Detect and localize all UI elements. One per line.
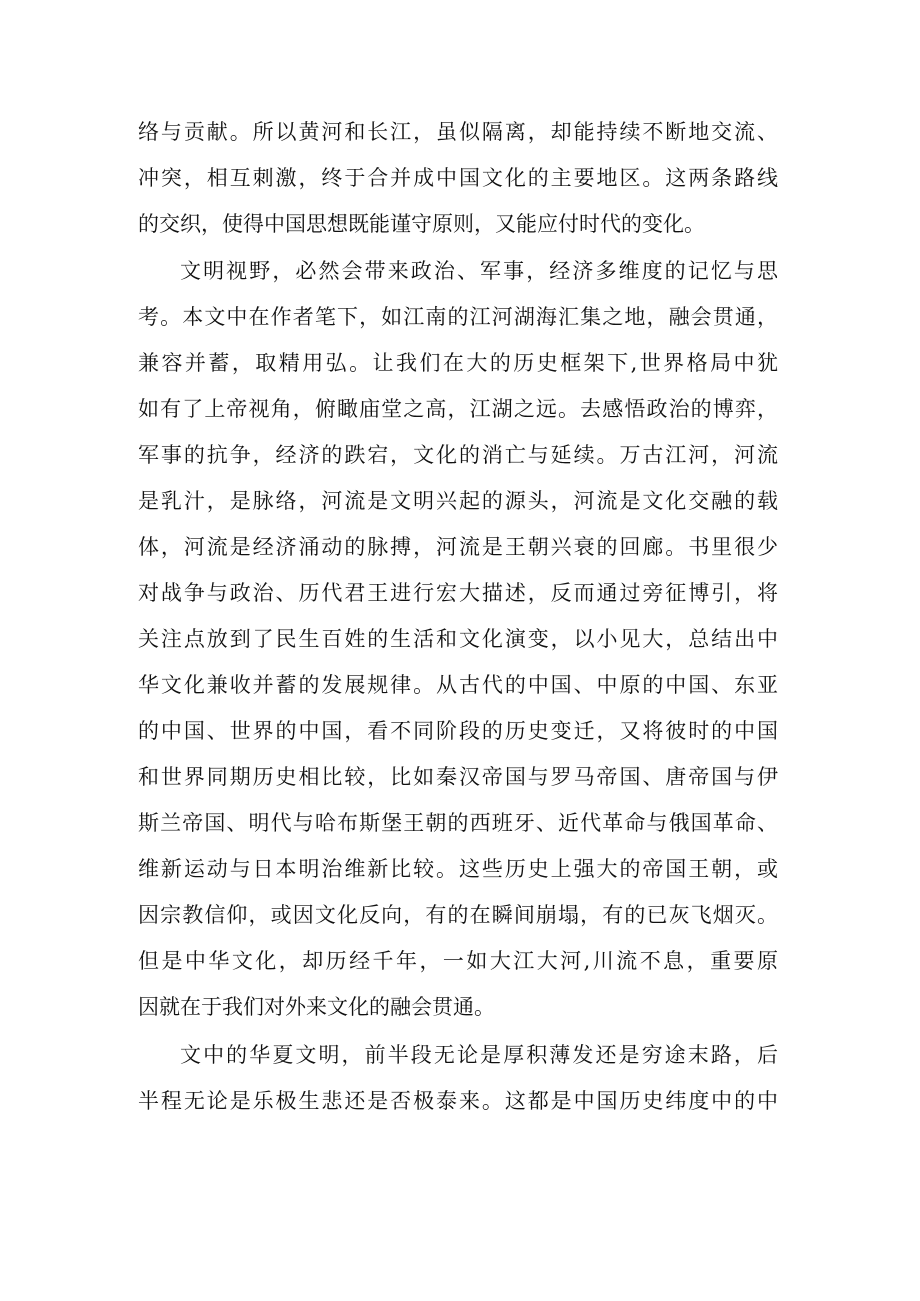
paragraph xyxy=(138,1032,778,1124)
text-line: 但是中华文化，却历经千年，一如大江大河,川流不息，重要原 xyxy=(138,949,778,973)
text-line: 络与贡献。所以黄河和长江，虽似隔离，却能持续不断地交流、 xyxy=(138,120,778,144)
text-line: 如有了上帝视角，俯瞰庙堂之高，江湖之远。去感悟政治的博弈， xyxy=(138,397,778,421)
text-line: 的中国、世界的中国，看不同阶段的历史变迁，又将彼时的中国 xyxy=(138,719,778,743)
text-line: 维新运动与日本明治维新比较。这些历史上强大的帝国王朝，或 xyxy=(138,857,778,881)
text-line: 和世界同期历史相比较，比如秦汉帝国与罗马帝国、唐帝国与伊 xyxy=(138,765,778,789)
text-line: 斯兰帝国、明代与哈布斯堡王朝的西班牙、近代革命与俄国革命、 xyxy=(138,811,778,835)
text-line: 体，河流是经济涌动的脉搏，河流是王朝兴衰的回廊。书里很少 xyxy=(138,535,778,559)
text-line: 对战争与政治、历代君王进行宏大描述，反而通过旁征博引，将 xyxy=(138,581,778,605)
text-line: 兼容并蓄，取精用弘。让我们在大的历史框架下,世界格局中犹 xyxy=(138,351,778,375)
paragraph xyxy=(138,109,778,247)
text-line: 半程无论是乐极生悲还是否极泰来。这都是中国历史纬度中的中 xyxy=(138,1089,778,1113)
text-line: 华文化兼收并蓄的发展规律。从古代的中国、中原的中国、东亚 xyxy=(138,673,778,697)
text-line: 军事的抗争，经济的跌宕，文化的消亡与延续。万古江河，河流 xyxy=(138,443,778,467)
text-line: 文明视野，必然会带来政治、军事，经济多维度的记忆与思 xyxy=(180,259,778,283)
text-line: 考。本文中在作者笔下，如江南的江河湖海汇集之地，融会贯通， xyxy=(138,305,778,329)
body-text xyxy=(138,109,778,1124)
text-line: 因就在于我们对外来文化的融会贯通。 xyxy=(138,995,495,1019)
text-line: 因宗教信仰，或因文化反向，有的在瞬间崩塌，有的已灰飞烟灭。 xyxy=(138,903,778,927)
text-line: 关注点放到了民生百姓的生活和文化演变，以小见大，总结出中 xyxy=(138,627,778,651)
text-line: 是乳汁，是脉络，河流是文明兴起的源头，河流是文化交融的载 xyxy=(138,489,778,513)
text-line: 文中的华夏文明，前半段无论是厚积薄发还是穷途末路，后 xyxy=(180,1043,778,1067)
paragraph xyxy=(138,248,778,1030)
text-line: 的交织，使得中国思想既能谨守原则，又能应付时代的变化。 xyxy=(138,212,705,236)
text-line: 冲突，相互刺激，终于合并成中国文化的主要地区。这两条路线 xyxy=(138,166,778,190)
